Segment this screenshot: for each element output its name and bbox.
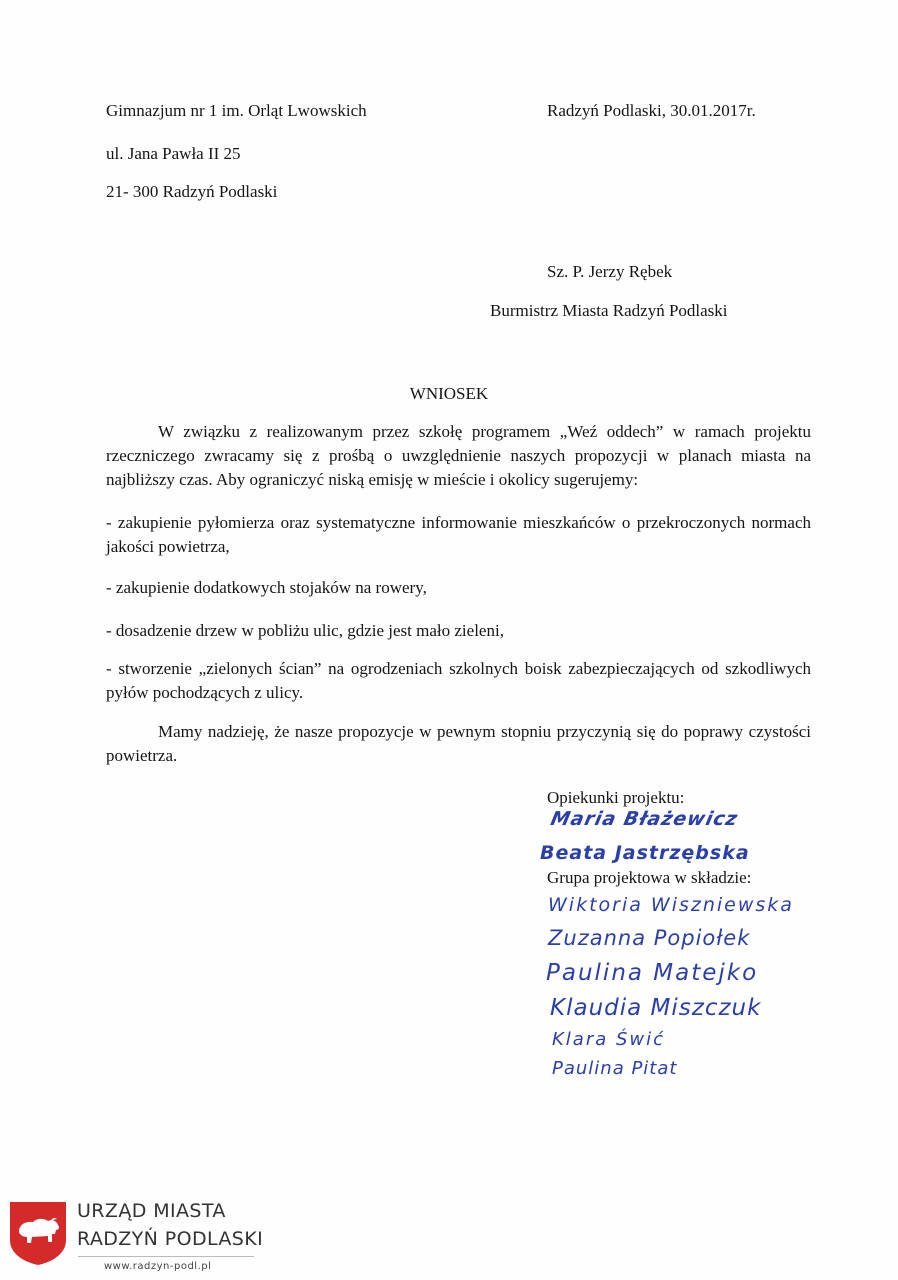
member-signature: Paulina Pitat (552, 1058, 678, 1079)
supervisors-label: Opiekunki projektu: (547, 788, 685, 807)
sender-street: ul. Jana Pawła II 25 (106, 144, 241, 163)
footer-city-name: RADZYŃ PODLASKI (77, 1228, 264, 1250)
place-date: Radzyń Podlaski, 30.01.2017r. (547, 101, 756, 120)
member-signature: Klara Świć (552, 1029, 666, 1050)
sender-name: Gimnazjum nr 1 im. Orląt Lwowskich (106, 101, 367, 120)
document-title: WNIOSEK (409, 384, 489, 403)
proposal-item: - stworzenie „zielonych ścian” na ogrodzeniach szkolnych boisk zabezpieczających od szkodliwych pyłów pochodzących z ulicy. (106, 659, 811, 702)
intro-paragraph: W związku z realizowanym przez szkołę programem „Weź oddech” w ramach projektu rzeczniczego zwracamy się z prośbą o uwzględnienie naszych propozycji w planach miasta na najbliższy czas. Aby ograniczyć niską emisję w mieście i okolicy sugerujemy: (106, 422, 811, 489)
footer-divider (78, 1256, 254, 1257)
member-signature: Klaudia Miszczuk (550, 995, 762, 1021)
member-signature: Zuzanna Popiołek (548, 926, 751, 950)
sender-city: 21- 300 Radzyń Podlaski (106, 182, 278, 201)
proposal-item: - dosadzenie drzew w pobliżu ulic, gdzie jest mało zieleni, (106, 621, 504, 640)
group-label: Grupa projektowa w składzie: (547, 868, 752, 887)
footer-url: www.radzyn-podl.pl (104, 1261, 212, 1272)
recipient-name: Sz. P. Jerzy Rębek (547, 262, 673, 281)
member-signature: Paulina Matejko (546, 960, 759, 986)
bison-crest-icon (8, 1200, 68, 1266)
supervisor-signature: Maria Błażewicz (548, 808, 741, 830)
member-signature: Wiktoria Wiszniewska (548, 894, 794, 916)
recipient-title: Burmistrz Miasta Radzyń Podlaski (490, 301, 728, 320)
proposal-item: - zakupienie pyłomierza oraz systematyczne informowanie mieszkańców o przekroczonych normach jakości powietrza, (106, 513, 811, 556)
footer-office-name: URZĄD MIASTA (77, 1200, 226, 1222)
closing-paragraph: Mamy nadzieję, że nasze propozycje w pewnym stopniu przyczynią się do poprawy czystości powietrza. (106, 722, 811, 765)
proposal-item: - zakupienie dodatkowych stojaków na rowery, (106, 578, 427, 597)
supervisor-signature: Beata Jastrzębska (540, 842, 750, 864)
